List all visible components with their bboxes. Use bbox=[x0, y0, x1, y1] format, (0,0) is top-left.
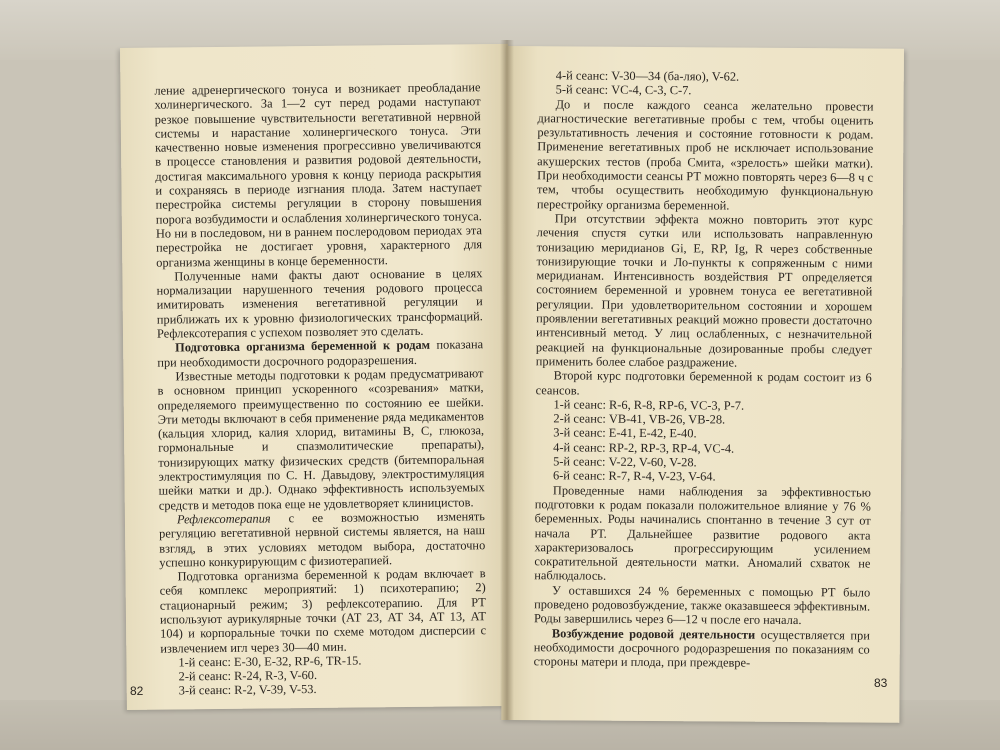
book-gutter bbox=[500, 40, 514, 720]
paragraph-text: осуществляется при необходимости досрочного родоразрешения по показаниям со стороны матери и плода, при преждевре- bbox=[533, 627, 870, 670]
left-page-number: 82 bbox=[130, 684, 144, 698]
left-page bbox=[120, 44, 515, 710]
right-page bbox=[501, 46, 904, 723]
bold-heading: Подготовка организма беременной к родам bbox=[175, 338, 431, 355]
paragraph-text: 4-й сеанс: V-30—34 (ба-ляо), V-62. bbox=[555, 68, 740, 84]
session-line bbox=[161, 681, 487, 699]
bold-heading: Возбуждение родовой деятельности bbox=[551, 625, 756, 642]
paragraph bbox=[159, 566, 486, 655]
paragraph-text: 1-й сеанс: Е-30, Е-32, RP-6, TR-15. bbox=[178, 653, 362, 670]
paragraph-text: 2-й сеанс: VB-41, VB-26, VB-28. bbox=[553, 411, 726, 427]
paragraph-text: 4-й сеанс: RP-2, RP-3, RP-4, VC-4. bbox=[553, 440, 735, 456]
paragraph-text: До и после каждого сеанса желательно провести диагностические вегетативные пробы с тем, чтобы оценить результативность лечения и состояние готовности к родам. Применение вегетативных проб не исключает использование акушерских тестов (проба Смита, «зрелость» шейки матки). При необходимости сеансы РТ можно повторять через 6—8 ч с тем, чтобы осуществить необходимую функциональную перестройку организма беременной. bbox=[536, 96, 874, 213]
paragraph-text: с ее возможностью изменять регуляцию вегетативной нервной системы является, на наш взгляд, в этих условиях методом выбора, достаточно успешно конкурирующим с физиотерапией. bbox=[159, 509, 486, 570]
paragraph-text: Подготовка организма беременной к родам включает в себя комплекс мероприятий: 1) психотерапию; 2) стационарный режим; 3) рефлексотерапию. Для РТ используют аурикулярные точки (АТ 23, АТ 34, АТ 13, АТ 104) и корпоральные точки по схеме мотодом дисперсии с извлечением игл через 30—40 мин. bbox=[159, 566, 487, 656]
paragraph-text: Полученные нами факты дают основание в целях нормализации нарушенного течения родового процесса имитировать изменения вегетативной регуляции и приближать их к уровню физиологических трансформаций. Рефлексотерапия с успехом позволяет это сделать. bbox=[156, 266, 483, 341]
paragraph-text: 3-й сеанс: Е-41, Е-42, Е-40. bbox=[553, 425, 697, 441]
paragraph bbox=[154, 80, 482, 269]
paragraph bbox=[534, 483, 871, 585]
paragraph-text: 6-й сеанс: R-7, R-4, V-23, V-64. bbox=[552, 468, 716, 484]
paragraph-text: 5-й сеанс: V-22, V-60, V-28. bbox=[553, 454, 697, 470]
left-page-text bbox=[154, 80, 486, 698]
paragraph-text: ление адренергического тонуса и возникает преобладание холинергического. За 1—2 сут перед родами наступают резкое повышение чувствительности вегетативной нервной системы и нарастание холинергического тонуса. Эти качественно новые изменения прогрессивно увеличиваются в процессе становления и развития родовой деятельности, достигая максимального уровня к концу периода раскрытия и сохраняясь в периоде изгнания плода. Затем наступает перестройка системы регуляции в сторону повышения порога возбудимости и ослабления холинергического тонуса. Но ни в последовом, ни в раннем послеродовом периодах эта перестройка не достигает уровня, характерного для организма женщины в конце беременности. bbox=[154, 80, 483, 270]
paragraph bbox=[534, 583, 870, 628]
paragraph-text: Известные методы подготовки к родам предусматривают в основном принцип ускоренного «созревания» матки, определяемого преимущественно по состоянию ее шейки. Эти методы включают в себя применение ряда медикаментов (кальция хлорид, калия хлорид, витамины В, С, глюкоза, гормональные и спазмолитические препараты), тонизирующих матку физических средств (битемпоральная электростимуляция по С. Н. Давыдову, электростимуляция шейки матки и др.). Однако эффективность используемых средств и методов пока еще не удовлетворяет клиницистов. bbox=[157, 366, 485, 513]
paragraph-text: При отсутствии эффекта можно повторить этот курс лечения спустя сутки или использовать направленную тонизацию меридианов Gi, Е, RP, Ig, R через собственные тонизирующие точки и Ло-пункты к сопряженным с ними меридианам. Интенсивность воздействия РТ определяется состоянием беременной и уровнем тонуса ее вегетативной регуляции. При удовлетворительном состоянии и хорошем проявлении вегетативных реакций можно провести достаточно интенсивный метод. У лиц ослабленных, с незначительной реакцией на функциональные дозированные пробы следует применить более слабое раздражение. bbox=[535, 211, 873, 370]
paragraph-text: показана при необходимости досрочного родоразрешения. bbox=[157, 337, 484, 370]
paragraph-text: 5-й сеанс: VC-4, С-3, С-7. bbox=[555, 82, 692, 98]
paragraph bbox=[536, 368, 872, 399]
paragraph-text: 2-й сеанс: R-24, R-3, V-60. bbox=[178, 668, 318, 684]
paragraph bbox=[536, 211, 873, 371]
paragraph bbox=[537, 97, 874, 214]
paragraph bbox=[157, 338, 483, 370]
paragraph-text: У оставшихся 24 % беременных с помощью РТ было проведено родовозбуждение, также оказавшееся эффективным. Роды завершились через 6—12 ч после его начала. bbox=[533, 583, 871, 628]
paragraph-text: 1-й сеанс: R-6, R-8, RP-6, VC-3, P-7. bbox=[553, 397, 745, 413]
paragraph-text: 3-й сеанс: R-2, V-39, V-53. bbox=[178, 682, 317, 698]
paragraph-text: Второй курс подготовки беременной к родам состоит из 6 сеансов. bbox=[535, 368, 872, 398]
paragraph bbox=[157, 366, 484, 512]
paragraph bbox=[534, 626, 870, 671]
paragraph bbox=[156, 266, 483, 341]
right-page-text bbox=[534, 68, 874, 671]
paragraph-text: Проведенные нами наблюдения за эффективностью подготовки к родам показали положительное влияние у 76 % беременных. Роды начинались спонтанно в течение 3 сут от начала РТ. Дальнейшее развитие родового акта характеризовалось прогрессирующим усилением сократительной деятельности матки. Аномалий схваток не наблюдалось. bbox=[534, 482, 871, 584]
right-page-number: 83 bbox=[874, 676, 888, 690]
italic-term: Рефлексотерапия bbox=[176, 511, 271, 527]
paragraph bbox=[159, 509, 486, 570]
